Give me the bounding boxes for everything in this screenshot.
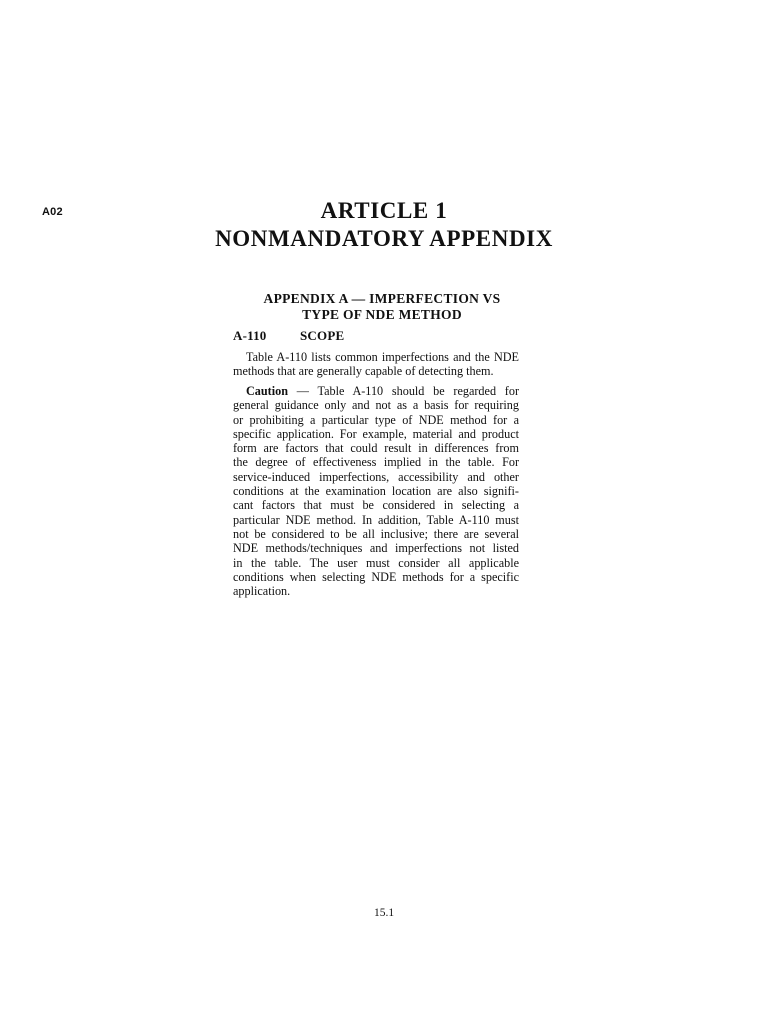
section-title: SCOPE: [300, 328, 345, 343]
paragraph-line: particular NDE method. In addition, Table A-110 must: [233, 512, 519, 527]
paragraph-line: specific application. For example, material and product: [233, 426, 519, 441]
appendix-heading-line-1: APPENDIX A — IMPERFECTION VS: [263, 291, 501, 306]
paragraph-line: in the table. The user must consider all applicable: [233, 555, 519, 570]
paragraph-line: cant factors that must be considered in selecting a: [233, 498, 519, 513]
paragraph-line: [233, 384, 519, 398]
paragraph-line: methods that are generally capable of detecting them.: [233, 364, 494, 379]
scope-paragraph: [233, 350, 519, 379]
caution-label: Caution: [246, 384, 288, 398]
paragraph-line: not be considered to be all inclusive; there are several: [233, 526, 519, 541]
paragraph-line: or prohibiting a particular type of NDE method for a: [233, 412, 519, 427]
article-title-line-1: ARTICLE 1: [320, 198, 448, 223]
article-title-line-2: NONMANDATORY APPENDIX: [215, 226, 553, 251]
paragraph-line: conditions at the examination location are also signifi-: [233, 484, 519, 499]
page-number: 15.1: [373, 907, 395, 919]
paragraph-line: the degree of effectiveness implied in the table. For: [233, 455, 519, 470]
paragraph-line: NDE methods/techniques and imperfections not listed: [233, 541, 519, 556]
caution-first-line-text: — Table A-110 should be regarded for: [288, 384, 519, 398]
appendix-heading-line-2: TYPE OF NDE METHOD: [302, 307, 462, 322]
paragraph-line: form are factors that could result in differences from: [233, 441, 519, 456]
revision-margin-tag: A02: [42, 206, 63, 218]
paragraph-line: Table A-110 lists common imperfections and the NDE: [246, 350, 519, 364]
paragraph-line: general guidance only and not as a basis for requiring: [233, 398, 519, 413]
appendix-heading: [232, 291, 532, 323]
paragraph-line: conditions when selecting NDE methods for a specific: [233, 569, 519, 584]
paragraph-line: application.: [233, 584, 291, 599]
article-title: [0, 197, 768, 253]
section-heading: [233, 328, 344, 344]
section-number: A-110: [233, 328, 267, 343]
caution-paragraph: [233, 384, 519, 598]
paragraph-line: service-induced imperfections, accessibility and other: [233, 469, 519, 484]
